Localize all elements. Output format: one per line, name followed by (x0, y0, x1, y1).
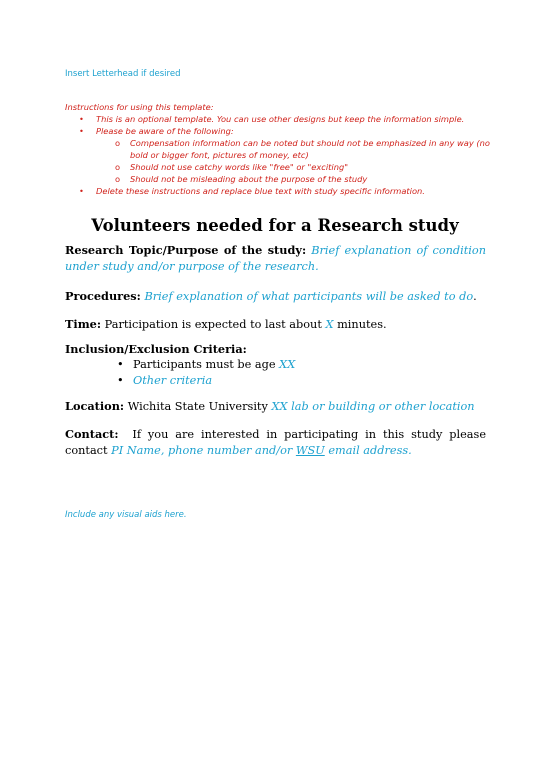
wsu-link[interactable]: WSU (295, 444, 325, 457)
contact-section (65, 426, 486, 459)
circle-bullet-icon: o (115, 138, 121, 148)
time-text-pre: Participation is expected to last about (104, 318, 322, 331)
instruction-item (65, 113, 495, 125)
bullet-icon: • (79, 186, 84, 196)
contact-email: email address. (328, 444, 412, 457)
time-section (65, 316, 486, 333)
bullet-icon: • (117, 374, 124, 387)
time-text-post: minutes. (337, 318, 387, 331)
criteria-label: Inclusion/Exclusion Criteria: (65, 342, 247, 356)
criteria-heading (65, 341, 486, 358)
visual-aids-note: Include any visual aids here. (65, 510, 187, 520)
circle-bullet-icon: o (115, 174, 121, 184)
location-text: Wichita State University (127, 400, 268, 413)
instruction-text: Delete these instructions and replace blue text with study specific information. (96, 186, 425, 196)
procedures-label: Procedures: (65, 289, 141, 303)
contact-pi: PI Name, phone number and/or (111, 444, 293, 457)
criteria-age-value: XX (279, 358, 296, 371)
page-title: Volunteers needed for a Research study (91, 216, 459, 235)
procedures-end: . (473, 290, 477, 303)
instruction-text: bold or bigger font, pictures of money, etc) (130, 150, 309, 160)
time-value: X (325, 318, 334, 331)
instructions-heading: Instructions for using this template: (65, 102, 214, 112)
circle-bullet-icon: o (115, 162, 121, 172)
instructions-block (65, 101, 495, 197)
instruction-item (65, 125, 495, 137)
procedures-section (65, 288, 486, 305)
bullet-icon: • (79, 114, 84, 124)
instruction-item (65, 185, 495, 197)
procedures-text: Brief explanation of what participants will be asked to do (144, 290, 474, 303)
instruction-text: Should not use catchy words like "free" or "exciting" (130, 162, 349, 172)
bullet-icon: • (79, 126, 84, 136)
criteria-item-text: Other criteria (133, 374, 213, 387)
location-label: Location: (65, 399, 125, 413)
criteria-item (117, 357, 295, 373)
location-detail: XX lab or building or other location (271, 400, 475, 413)
instruction-text: Should not be misleading about the purpose of the study (130, 174, 368, 184)
instruction-text: Please be aware of the following: (96, 126, 234, 136)
topic-section (65, 242, 486, 275)
instruction-text: This is an optional template. You can use other designs but keep the information simple. (96, 114, 465, 124)
bullet-icon: • (117, 358, 124, 371)
letterhead-placeholder: Insert Letterhead if desired (65, 69, 181, 79)
contact-text: If you are interested in participating in this study please contact (65, 428, 486, 457)
instruction-subitem (65, 161, 495, 173)
instruction-subitem (65, 173, 495, 185)
instruction-subitem (65, 137, 495, 161)
instructions-list (65, 113, 495, 197)
location-section (65, 398, 486, 415)
criteria-item (117, 373, 212, 389)
criteria-item-text: Participants must be age (133, 358, 276, 371)
instruction-text: Compensation information can be noted but should not be emphasized in any way (no (130, 138, 490, 148)
topic-label: Research Topic/Purpose of the study: (65, 243, 307, 257)
time-label: Time: (65, 317, 102, 331)
contact-label: Contact: (65, 427, 119, 441)
topic-text: Brief explanation of condition under study and/or purpose of the research. (65, 244, 486, 273)
